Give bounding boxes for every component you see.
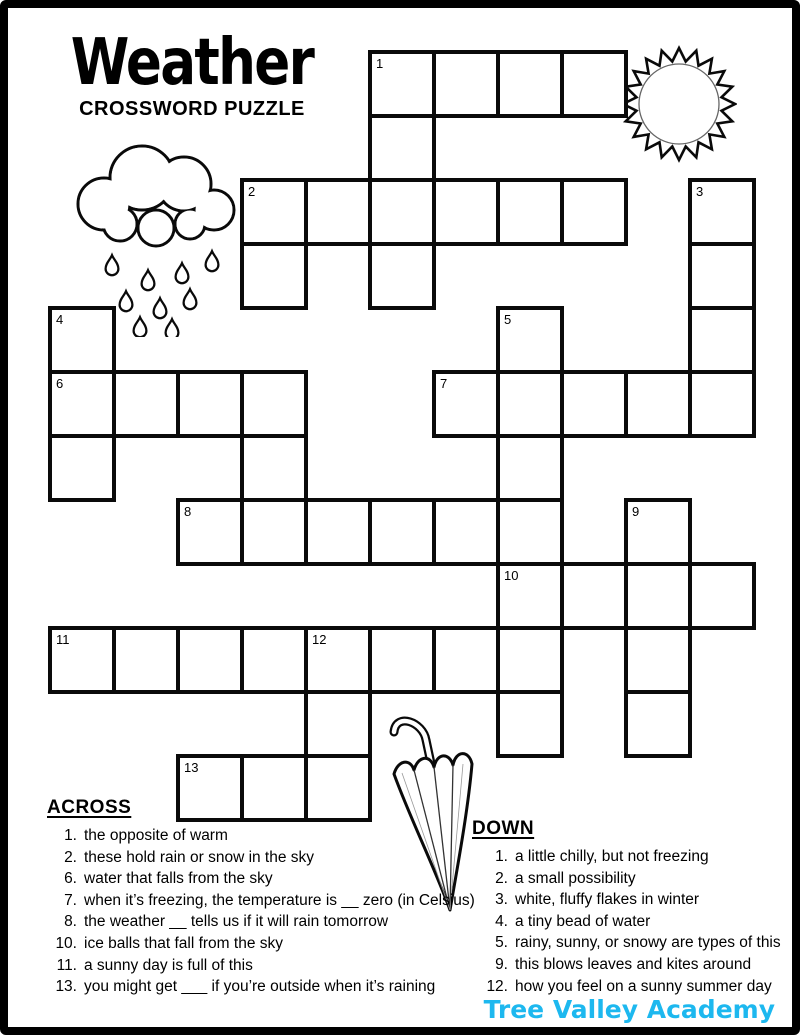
clue-text: these hold rain or snow in the sky	[84, 848, 315, 866]
clue-text: this blows leaves and kites around	[515, 955, 752, 973]
grid-cell[interactable]	[560, 370, 628, 438]
clue-number: 2.	[64, 848, 77, 866]
clue-number: 6.	[64, 870, 77, 888]
page-subtitle: CROSSWORD PUZZLE	[79, 98, 305, 120]
grid-cell[interactable]	[688, 370, 756, 438]
across-clue-list	[47, 825, 487, 998]
grid-cell[interactable]	[48, 626, 116, 694]
grid-cell[interactable]	[560, 50, 628, 118]
clue-item	[472, 889, 792, 911]
cell-number: 2	[248, 184, 256, 199]
cell-number: 4	[56, 312, 64, 327]
clue-item	[472, 846, 792, 868]
cell-number: 11	[56, 632, 70, 647]
cell-number: 6	[56, 376, 64, 391]
clue-number: 1.	[64, 827, 77, 844]
footer-brand: Tree Valley Academy	[483, 995, 775, 1024]
grid-cell[interactable]	[240, 498, 308, 566]
grid-cell[interactable]	[496, 370, 564, 438]
clue-number: 2.	[495, 869, 508, 887]
grid-cell[interactable]	[496, 50, 564, 118]
down-clue-list	[472, 846, 792, 997]
clue-item	[47, 868, 487, 890]
clue-item	[47, 825, 487, 847]
grid-cell[interactable]	[112, 370, 180, 438]
grid-cell[interactable]	[496, 178, 564, 246]
clue-number: 1.	[495, 848, 508, 865]
clue-item	[472, 976, 792, 998]
grid-cell[interactable]	[304, 498, 372, 566]
clue-text: how you feel on a sunny summer day	[515, 977, 772, 995]
clue-item	[47, 911, 487, 933]
cell-number: 1	[376, 56, 384, 71]
cell-number: 9	[632, 504, 640, 519]
grid-cell[interactable]	[368, 626, 436, 694]
clue-number: 3.	[495, 891, 508, 909]
clue-text: ice balls that fall from the sky	[84, 934, 283, 952]
grid-cell[interactable]	[688, 306, 756, 374]
grid-cell[interactable]	[624, 498, 692, 566]
sun-icon	[621, 44, 737, 164]
clue-number: 4.	[495, 912, 508, 930]
clue-text: rainy, sunny, or snowy are types of this	[515, 934, 781, 952]
grid-cell[interactable]	[240, 626, 308, 694]
grid-cell[interactable]	[48, 434, 116, 502]
down-heading: DOWN	[472, 818, 535, 839]
grid-cell[interactable]	[624, 562, 692, 630]
sun-circle	[639, 64, 719, 144]
clue-number: 12.	[486, 977, 508, 995]
grid-cell[interactable]	[560, 562, 628, 630]
grid-cell[interactable]	[304, 178, 372, 246]
grid-cell[interactable]	[688, 178, 756, 246]
grid-cell[interactable]	[240, 370, 308, 438]
clue-item	[47, 933, 487, 955]
clue-text: the opposite of warm	[84, 827, 228, 844]
grid-cell[interactable]	[432, 178, 500, 246]
grid-cell[interactable]	[496, 690, 564, 758]
across-clues-section	[47, 797, 487, 998]
clue-text: a sunny day is full of this	[84, 956, 253, 974]
title-block	[32, 26, 352, 121]
grid-cell[interactable]	[688, 242, 756, 310]
grid-cell[interactable]	[304, 626, 372, 694]
grid-cell[interactable]	[304, 690, 372, 758]
clue-number: 10.	[55, 934, 77, 952]
grid-cell[interactable]	[176, 370, 244, 438]
clue-number: 5.	[495, 934, 508, 952]
clue-text: when it’s freezing, the temperature is __ zero (in Celsius)	[84, 891, 475, 909]
clue-text: a tiny bead of water	[515, 912, 651, 930]
grid-cell[interactable]	[240, 178, 308, 246]
grid-cell[interactable]	[496, 562, 564, 630]
grid-cell[interactable]	[432, 626, 500, 694]
cell-number: 10	[504, 568, 519, 583]
grid-cell[interactable]	[496, 498, 564, 566]
cell-number: 8	[184, 504, 192, 519]
clue-number: 7.	[64, 891, 77, 909]
grid-cell[interactable]	[688, 562, 756, 630]
clue-item	[47, 890, 487, 912]
cell-number: 3	[696, 184, 704, 199]
clue-number: 11.	[56, 956, 77, 974]
grid-cell[interactable]	[240, 242, 308, 310]
grid-cell[interactable]	[48, 306, 116, 374]
grid-cell[interactable]	[176, 498, 244, 566]
clue-text: a small possibility	[515, 869, 636, 887]
grid-cell[interactable]	[624, 626, 692, 694]
clue-item	[47, 847, 487, 869]
clue-item	[47, 976, 487, 998]
clue-item	[472, 954, 792, 976]
grid-cell[interactable]	[560, 178, 628, 246]
grid-cell[interactable]	[624, 370, 692, 438]
grid-cell[interactable]	[496, 306, 564, 374]
grid-cell[interactable]	[496, 626, 564, 694]
raindrops	[106, 251, 219, 337]
clue-item	[472, 932, 792, 954]
clue-text: white, fluffy flakes in winter	[515, 891, 700, 909]
grid-cell[interactable]	[432, 498, 500, 566]
clue-number: 8.	[64, 913, 77, 931]
cell-number: 5	[504, 312, 512, 327]
grid-cell[interactable]	[496, 434, 564, 502]
cell-number: 12	[312, 632, 327, 647]
grid-cell[interactable]	[368, 50, 436, 118]
grid-cell[interactable]	[432, 370, 500, 438]
grid-cell[interactable]	[432, 50, 500, 118]
grid-cell[interactable]	[48, 370, 116, 438]
clue-text: water that falls from the sky	[84, 870, 273, 888]
grid-cell[interactable]	[368, 178, 436, 246]
across-heading: ACROSS	[47, 797, 132, 818]
clue-item	[47, 955, 487, 977]
page-title: Weather	[70, 26, 314, 100]
cell-number: 7	[440, 376, 448, 391]
clue-text: the weather __ tells us if it will rain tomorrow	[84, 913, 389, 931]
grid-cell[interactable]	[176, 626, 244, 694]
clue-text: you might get ___ if you’re outside when it’s raining	[84, 978, 436, 996]
clue-item	[472, 868, 792, 890]
grid-cell[interactable]	[240, 434, 308, 502]
down-clues-section	[472, 818, 792, 997]
grid-cell[interactable]	[624, 690, 692, 758]
clue-number: 9.	[495, 955, 508, 973]
clue-item	[472, 911, 792, 933]
grid-cell[interactable]	[368, 498, 436, 566]
cell-number: 13	[184, 760, 199, 775]
clue-number: 13.	[55, 978, 77, 996]
grid-cell[interactable]	[368, 242, 436, 310]
grid-cell[interactable]	[368, 114, 436, 182]
clue-text: a little chilly, but not freezing	[515, 848, 709, 865]
grid-cell[interactable]	[112, 626, 180, 694]
